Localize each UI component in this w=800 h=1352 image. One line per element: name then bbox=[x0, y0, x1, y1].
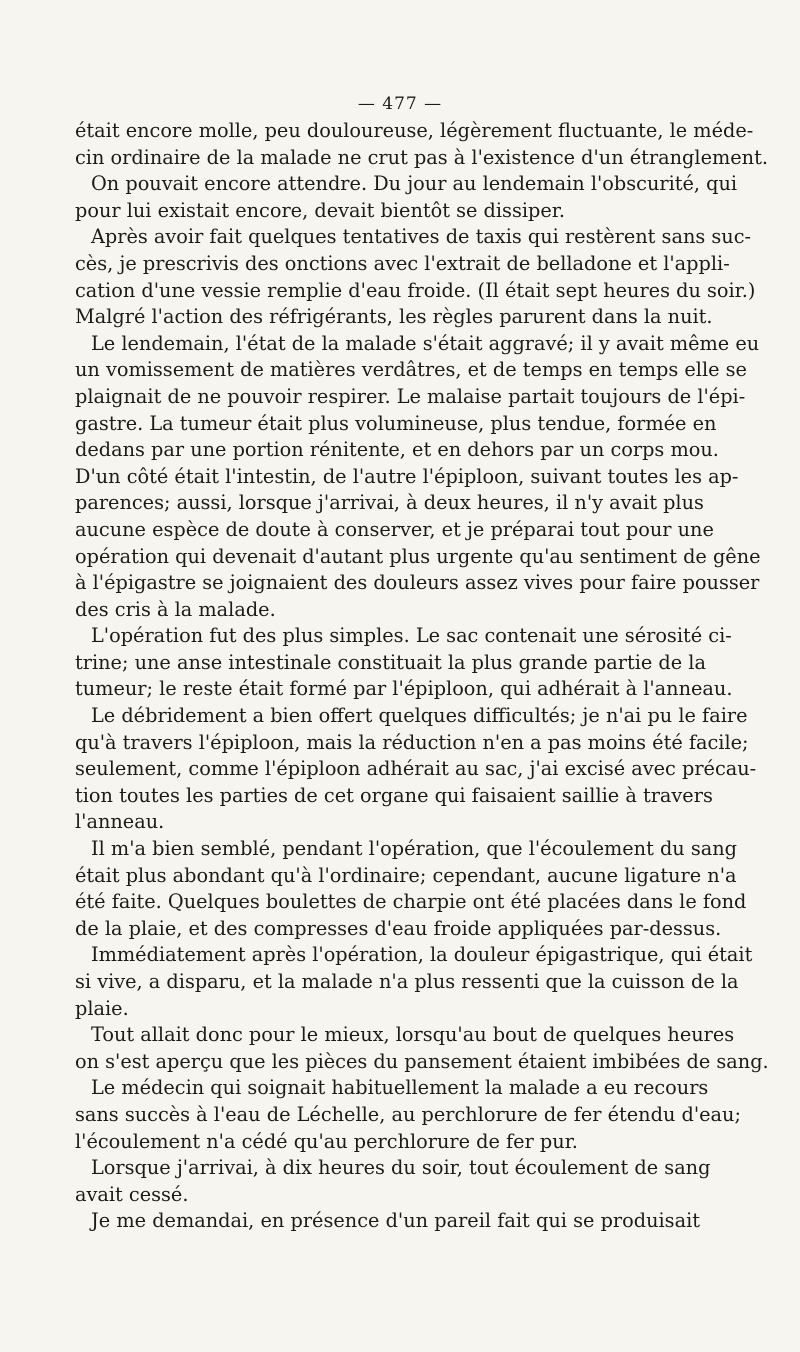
text-line: des cris à la malade. bbox=[75, 597, 276, 621]
text-line: on s'est aperçu que les pièces du pansement étaient imbibées de sang. bbox=[75, 1049, 769, 1073]
text-line: était encore molle, peu douloureuse, légèrement fluctuante, le méde- bbox=[75, 119, 754, 142]
body-text bbox=[75, 118, 769, 1235]
text-line: à l'épigastre se joignaient des douleurs assez vives pour faire pousser bbox=[75, 571, 760, 595]
text-line: plaignait de ne pouvoir respirer. Le malaise partait toujours de l'épi- bbox=[75, 384, 746, 408]
text-line: Il m'a bien semblé, pendant l'opération, que l'écoulement du sang bbox=[91, 837, 738, 861]
text-line: l'anneau. bbox=[75, 810, 165, 834]
text-line: Le médecin qui soignait habituellement la malade a eu recours bbox=[91, 1076, 709, 1100]
text-line: aucune espèce de doute à conserver, et je préparai tout pour une bbox=[75, 517, 714, 541]
text-line: On pouvait encore attendre. Du jour au lendemain l'obscurité, qui bbox=[91, 172, 738, 196]
text-line: tumeur; le reste était formé par l'épiploon, qui adhérait à l'anneau. bbox=[75, 677, 733, 701]
text-line: cin ordinaire de la malade ne crut pas à l'existence d'un étranglement. bbox=[75, 145, 768, 169]
text-line: plaie. bbox=[75, 996, 129, 1020]
text-line: avait cessé. bbox=[75, 1182, 189, 1206]
text-line: opération qui devenait d'autant plus urgente qu'au sentiment de gêne bbox=[75, 544, 761, 568]
text-line: de la plaie, et des compresses d'eau froide appliquées par-dessus. bbox=[75, 916, 722, 940]
text-line: si vive, a disparu, et la malade n'a plus ressenti que la cuisson de la bbox=[75, 970, 739, 993]
page-number-header: — 477 — bbox=[357, 94, 443, 114]
text-line: un vomissement de matières verdâtres, et de temps en temps elle se bbox=[75, 358, 747, 382]
text-line: Après avoir fait quelques tentatives de taxis qui restèrent sans suc- bbox=[91, 225, 752, 249]
text-line: Immédiatement après l'opération, la douleur épigastrique, qui était bbox=[91, 943, 753, 967]
text-line: Malgré l'action des réfrigérants, les règles parurent dans la nuit. bbox=[75, 305, 713, 329]
text-line: qu'à travers l'épiploon, mais la réduction n'en a pas moins été facile; bbox=[75, 730, 749, 754]
text-line: été faite. Quelques boulettes de charpie ont été placées dans le fond bbox=[75, 890, 747, 914]
text-line: gastre. La tumeur était plus volumineuse, plus tendue, formée en bbox=[75, 411, 717, 435]
text-line: cès, je prescrivis des onctions avec l'extrait de belladone et l'appli- bbox=[75, 251, 730, 275]
text-line: D'un côté était l'intestin, de l'autre l'épiploon, suivant toutes les ap- bbox=[75, 464, 739, 488]
text-line: Tout allait donc pour le mieux, lorsqu'au bout de quelques heures bbox=[91, 1023, 735, 1047]
text-line: Je me demandai, en présence d'un pareil fait qui se produisait bbox=[91, 1209, 700, 1233]
text-line: était plus abondant qu'à l'ordinaire; cependant, aucune ligature n'a bbox=[75, 863, 737, 887]
text-line: Lorsque j'arrivai, à dix heures du soir, tout écoulement de sang bbox=[91, 1156, 711, 1180]
text-line: l'écoulement n'a cédé qu'au perchlorure de fer pur. bbox=[75, 1129, 578, 1153]
text-line: tion toutes les parties de cet organe qui faisaient saillie à travers bbox=[75, 783, 713, 807]
text-line: seulement, comme l'épiploon adhérait au sac, j'ai excisé avec précau- bbox=[75, 757, 757, 781]
text-line: dedans par une portion rénitente, et en dehors par un corps mou. bbox=[75, 438, 719, 462]
text-line: pour lui existait encore, devait bientôt se dissiper. bbox=[75, 198, 565, 222]
text-line: L'opération fut des plus simples. Le sac contenait une sérosité ci- bbox=[91, 624, 732, 648]
text-line: parences; aussi, lorsque j'arrivai, à deux heures, il n'y avait plus bbox=[75, 491, 704, 515]
text-line: sans succès à l'eau de Léchelle, au perchlorure de fer étendu d'eau; bbox=[75, 1102, 741, 1126]
text-line: trine; une anse intestinale constituait la plus grande partie de la bbox=[75, 650, 706, 674]
text-line: Le débridement a bien offert quelques difficultés; je n'ai pu le faire bbox=[91, 704, 748, 728]
text-line: cation d'une vessie remplie d'eau froide. (Il était sept heures du soir.) bbox=[75, 278, 756, 302]
text-line: Le lendemain, l'état de la malade s'était aggravé; il y avait même eu bbox=[91, 331, 760, 355]
